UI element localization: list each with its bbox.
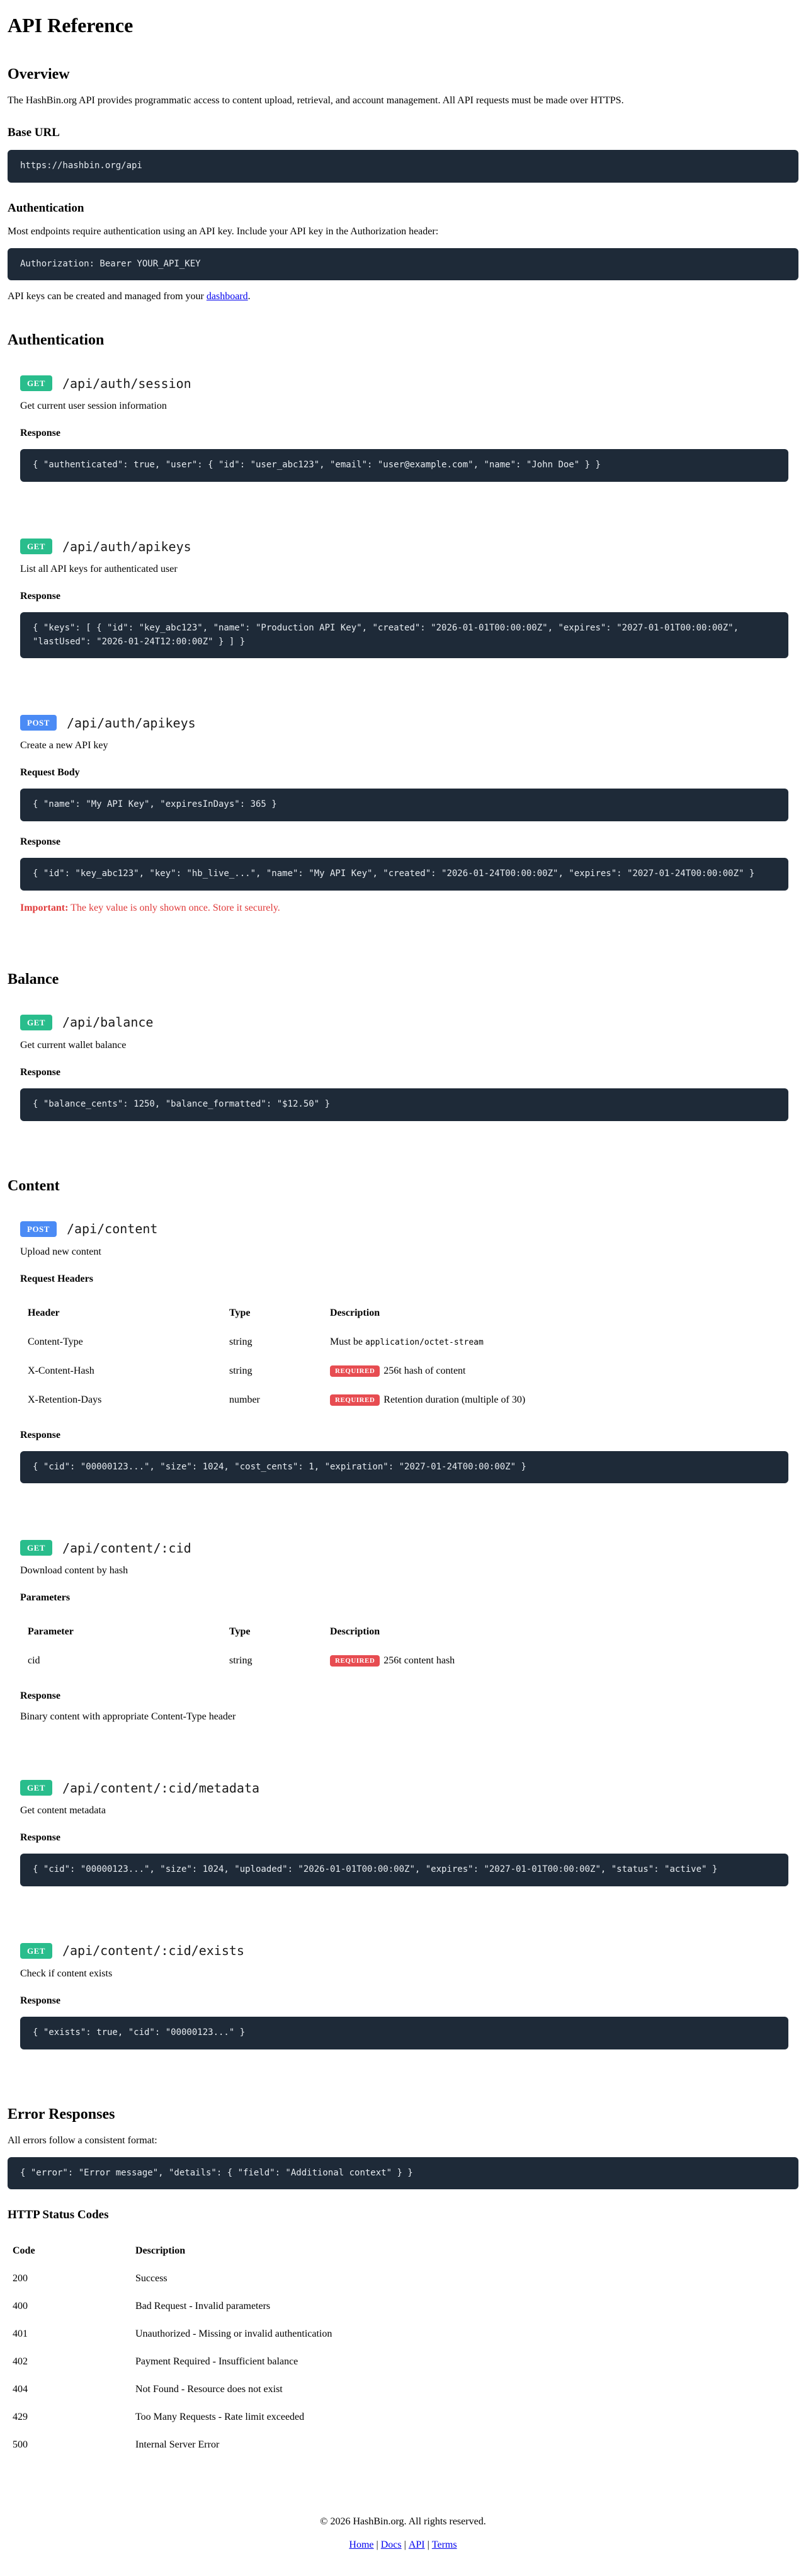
endpoint-description: Get current wallet balance [20, 1039, 127, 1051]
response-label: Response [20, 836, 61, 848]
endpoint-header [20, 1943, 788, 1959]
page-title: API Reference [8, 14, 133, 37]
response-label: Response [20, 1832, 61, 1844]
column-header: Parameter [28, 1626, 74, 1638]
page-footer [8, 2516, 798, 2551]
important-note-label: Important: [20, 902, 69, 913]
column-header: Code [13, 2245, 35, 2257]
base-url-code-block: https://hashbin.org/api [8, 150, 798, 183]
endpoint-header [20, 1221, 788, 1237]
table-row [8, 2376, 337, 2403]
endpoint-get-auth-session [20, 375, 788, 482]
method-badge-get: GET [20, 539, 52, 554]
balance-section-heading: Balance [8, 971, 59, 988]
type-cell: number [229, 1394, 260, 1405]
api-keys-note-prefix: API keys can be created and managed from your [8, 291, 207, 302]
endpoint-header [20, 375, 788, 391]
response-label: Response [20, 1690, 61, 1702]
table-row [20, 1357, 533, 1386]
endpoint-header [20, 1540, 788, 1556]
response-label: Response [20, 428, 61, 439]
response-label: Response [20, 591, 61, 602]
endpoint-get-auth-apikeys [20, 539, 788, 658]
overview-heading: Overview [8, 66, 70, 83]
response-code-block: { "id": "key_abc123", "key": "hb_live_...", "name": "My API Key", "created": "2026-01-24T00:00:00Z", "expires": "2027-01-24T00:00:00Z" } [20, 858, 788, 891]
authorization-header-code-block: Authorization: Bearer YOUR_API_KEY [8, 248, 798, 281]
status-desc-cell: Payment Required - Insufficient balance [135, 2356, 298, 2368]
status-desc-cell: Bad Request - Invalid parameters [135, 2301, 271, 2312]
request-headers-table [20, 1299, 533, 1415]
dashboard-link[interactable]: dashboard [206, 291, 248, 302]
status-desc-cell: Too Many Requests - Rate limit exceeded [135, 2412, 305, 2423]
status-desc-cell: Success [135, 2273, 167, 2284]
endpoint-description: Upload new content [20, 1246, 101, 1257]
column-header: Type [229, 1307, 251, 1318]
endpoint-path: /api/balance [62, 1015, 154, 1030]
method-badge-post: POST [20, 715, 57, 731]
status-code-cell: 401 [13, 2328, 28, 2340]
endpoint-get-balance [20, 1015, 788, 1121]
endpoint-description: Create a new API key [20, 740, 108, 751]
parameter-name-cell: cid [28, 1655, 40, 1667]
table-row [8, 2431, 337, 2459]
footer-link-docs[interactable]: Docs [380, 2539, 402, 2551]
method-badge-get: GET [20, 1943, 52, 1959]
response-label: Response [20, 1066, 61, 1078]
endpoint-header [20, 539, 788, 554]
content-section-heading: Content [8, 1177, 60, 1194]
status-code-cell: 402 [13, 2356, 28, 2368]
header-name-cell: X-Retention-Days [28, 1394, 102, 1405]
parameters-label: Parameters [20, 1592, 71, 1604]
endpoint-path: /api/content/:cid/exists [62, 1943, 244, 1959]
type-cell: string [229, 1365, 253, 1376]
table-row [20, 1328, 533, 1357]
required-badge: REQUIRED [330, 1365, 380, 1377]
description-text: 256t content hash [383, 1655, 455, 1667]
table-row [8, 2293, 337, 2320]
status-desc-cell: Unauthorized - Missing or invalid authentication [135, 2328, 332, 2340]
status-code-cell: 200 [13, 2273, 28, 2284]
type-cell: string [229, 1655, 253, 1667]
endpoint-get-content-metadata [20, 1780, 788, 1886]
parameters-table [20, 1617, 462, 1675]
method-badge-get: GET [20, 375, 52, 391]
endpoint-description: Download content by hash [20, 1565, 128, 1576]
status-codes-table [8, 2237, 337, 2459]
request-body-label: Request Body [20, 767, 80, 778]
important-note [20, 902, 788, 915]
column-header: Header [28, 1307, 60, 1318]
response-label: Response [20, 1429, 61, 1440]
table-row [20, 1646, 462, 1675]
authentication-section-heading: Authentication [8, 332, 105, 349]
footer-link-separator: | [376, 2539, 378, 2551]
table-row [8, 2403, 337, 2431]
footer-link-terms[interactable]: Terms [431, 2539, 457, 2551]
type-cell: string [229, 1336, 253, 1347]
response-code-block: { "cid": "00000123...", "size": 1024, "uploaded": "2026-01-01T00:00:00Z", "expires": "2027-01-01T00:00:00Z", "status": "active" } [20, 1854, 788, 1886]
endpoint-path: /api/auth/session [62, 375, 191, 391]
footer-link-home[interactable]: Home [349, 2539, 374, 2551]
column-header: Type [229, 1626, 251, 1638]
response-text: Binary content with appropriate Content-Type header [20, 1711, 236, 1723]
header-name-cell: X-Content-Hash [28, 1365, 94, 1376]
section-authentication [8, 332, 798, 914]
overview-auth-heading: Authentication [8, 201, 84, 215]
footer-link-separator: | [404, 2539, 406, 2551]
footer-links [8, 2539, 798, 2551]
status-code-cell: 500 [13, 2439, 28, 2451]
description-text: Retention duration (multiple of 30) [383, 1394, 526, 1405]
api-keys-note-suffix: . [247, 291, 251, 302]
endpoint-description: Get content metadata [20, 1805, 106, 1816]
column-header: Description [330, 1626, 380, 1638]
endpoint-path: /api/auth/apikeys [66, 715, 196, 731]
endpoint-header [20, 715, 788, 731]
table-header-row [20, 1617, 462, 1646]
table-row [20, 1386, 533, 1415]
overview-intro: The HashBin.org API provides programmatic access to content upload, retrieval, and account management. All API requests must be made over HTTPS. [8, 95, 624, 106]
endpoint-post-auth-apikeys [20, 715, 788, 914]
response-code-block: { "exists": true, "cid": "00000123..." } [20, 2017, 788, 2049]
description-text: Must be [330, 1336, 365, 1347]
header-name-cell: Content-Type [28, 1336, 83, 1347]
endpoint-path: /api/content [66, 1221, 158, 1236]
endpoint-post-content [20, 1221, 788, 1484]
description-cell [322, 1328, 533, 1357]
inline-code: application/octet-stream [365, 1337, 484, 1347]
table-header-row [20, 1299, 533, 1328]
section-error-responses [8, 2106, 798, 2459]
description-cell [322, 1386, 533, 1415]
status-desc-cell: Internal Server Error [135, 2439, 220, 2451]
table-header-row [8, 2237, 337, 2265]
table-row [8, 2320, 337, 2348]
required-badge: REQUIRED [330, 1655, 380, 1667]
response-code-block: { "authenticated": true, "user": { "id": "user_abc123", "email": "user@example.com", "name": "John Doe" } } [20, 449, 788, 482]
overview-auth-text: Most endpoints require authentication using an API key. Include your API key in the Authorization header: [8, 225, 439, 237]
endpoint-get-content-cid [20, 1540, 788, 1723]
endpoint-description: List all API keys for authenticated user [20, 564, 178, 575]
status-code-cell: 429 [13, 2412, 28, 2423]
api-keys-note [8, 290, 798, 303]
section-content [8, 1178, 798, 2049]
endpoint-path: /api/content/:cid [62, 1540, 191, 1556]
endpoint-description: Check if content exists [20, 1968, 113, 1979]
endpoint-path: /api/content/:cid/metadata [62, 1780, 260, 1796]
table-row [8, 2265, 337, 2293]
status-code-cell: 400 [13, 2301, 28, 2312]
request-body-code-block: { "name": "My API Key", "expiresInDays": 365 } [20, 789, 788, 821]
table-row [8, 2348, 337, 2376]
important-note-text: The key value is only shown once. Store it securely. [68, 902, 280, 913]
column-header: Description [135, 2245, 186, 2257]
request-headers-label: Request Headers [20, 1273, 93, 1284]
description-cell [322, 1357, 533, 1386]
description-cell [322, 1646, 462, 1675]
method-badge-get: GET [20, 1540, 52, 1556]
column-header: Description [330, 1307, 380, 1318]
response-code-block: { "balance_cents": 1250, "balance_formatted": "$12.50" } [20, 1088, 788, 1121]
footer-link-api[interactable]: API [408, 2539, 425, 2551]
method-badge-get: GET [20, 1015, 52, 1030]
base-url-heading: Base URL [8, 126, 60, 139]
response-label: Response [20, 1995, 61, 2006]
endpoint-header [20, 1780, 788, 1796]
status-code-cell: 404 [13, 2384, 28, 2395]
endpoint-get-content-exists [20, 1943, 788, 2049]
error-format-code-block: { "error": "Error message", "details": { "field": "Additional context" } } [8, 2157, 798, 2190]
section-balance [8, 971, 798, 1121]
error-format-intro: All errors follow a consistent format: [8, 2134, 157, 2146]
endpoint-path: /api/auth/apikeys [62, 539, 191, 554]
response-code-block: { "keys": [ { "id": "key_abc123", "name": "Production API Key", "created": "2026-01-01T00:00:00Z", "expires": "2027-01-01T00:00:00Z", "lastUsed": "2026-01-24T12:00:00Z" } ] } [20, 612, 788, 658]
response-code-block: { "cid": "00000123...", "size": 1024, "cost_cents": 1, "expiration": "2027-01-24T00:00:00Z" } [20, 1451, 788, 1484]
error-responses-heading: Error Responses [8, 2106, 115, 2123]
endpoint-description: Get current user session information [20, 401, 167, 412]
required-badge: REQUIRED [330, 1394, 380, 1406]
method-badge-post: POST [20, 1221, 57, 1237]
status-desc-cell: Not Found - Resource does not exist [135, 2384, 283, 2395]
endpoint-header [20, 1015, 788, 1030]
method-badge-get: GET [20, 1780, 52, 1796]
description-text: 256t hash of content [383, 1365, 466, 1376]
footer-link-separator: | [427, 2539, 429, 2551]
http-status-codes-heading: HTTP Status Codes [8, 2208, 109, 2222]
copyright-text: © 2026 HashBin.org. All rights reserved. [320, 2516, 486, 2528]
section-overview [8, 66, 798, 303]
